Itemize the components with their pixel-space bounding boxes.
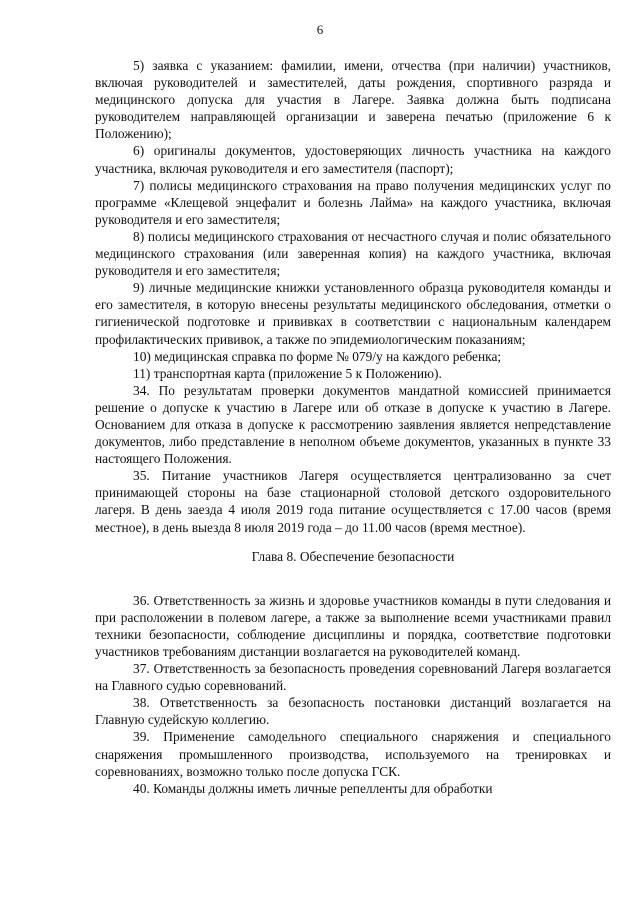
paragraph: 38. Ответственность за безопасность постановки дистанций возлагается на Главную судейскую коллегию. [95,695,611,728]
document-body [95,57,611,797]
paragraph: 34. По результатам проверки документов мандатной комиссией принимается решение о допуске к участию в Лагере или об отказе в допуске к участию в Лагере. Основанием для отказа в допуске к рассмотрению заявления является непредставление документов, либо представление в неполном объеме документов, указанных в пункте 33 настоящего Положения. [95,382,611,467]
paragraph: 35. Питание участников Лагеря осуществляется централизованно за счет принимающей стороны на базе стационарной столовой детского оздоровительного лагеря. В день заезда 4 июля 2019 года питание осуществляется с 17.00 часов (время местное), в день выезда 8 июля 2019 года – до 11.00 часов (время местное). [95,468,611,535]
list-item: 9) личные медицинские книжки установленного образца руководителя команды и его заместителя, в которую внесены результаты медицинского обследования, отметки о гигиенической подготовке и прививках в соответствии с национальным календарем профилактических прививок, а также по эпидемиологическим показаниям; [95,280,611,347]
list-item: 10) медицинская справка по форме № 079/у на каждого ребенка; [133,348,502,364]
chapter-heading: Глава 8. Обеспечение безопасности [251,548,455,564]
list-item: 8) полисы медицинского страхования от несчастного случая и полис обязательного медицинского страхования (или заверенная копия) на каждого участника, включая руководителя и его заместителя; [95,228,611,279]
list-item: 7) полисы медицинского страхования на право получения медицинских услуг по программе «Клещевой энцефалит и болезнь Лайма» на каждого участника, включая руководителя и его заместителя; [95,177,611,227]
paragraph: 40. Команды должны иметь личные репелленты для обработки [133,780,493,796]
list-item: 6) оригиналы документов, удостоверяющих личность участника на каждого участника, включая руководителя и его заместителя (паспорт); [95,143,611,176]
page-number: 6 [316,22,324,37]
paragraph: 36. Ответственность за жизнь и здоровье участников команды в пути следования и при расположении в полевом лагере, а также за выполнение всеми участниками правил техники безопасности, соблюдение дисциплины и порядка, соответствие подготовки участников требованиям дистанции возлагается на руководителей команд. [95,592,611,659]
paragraph: 37. Ответственность за безопасность проведения соревнований Лагеря возлагается на Главного судью соревнований. [95,661,611,694]
paragraph: 39. Применение самодельного специального снаряжения и специального снаряжения промышленного производства, используемого на тренировках и соревнованиях, возможно только после допуска ГСК. [95,729,611,779]
list-item: 5) заявка с указанием: фамилии, имени, отчества (при наличии) участников, включая руководителей и заместителей, даты рождения, спортивного разряда и медицинского допуска для участия в Лагере. Заявка должна быть подписана руководителем направляющей организации и заверена печатью (приложение 6 к Положению); [95,58,611,142]
list-item: 11) транспортная карта (приложение 5 к Положению). [133,365,442,381]
